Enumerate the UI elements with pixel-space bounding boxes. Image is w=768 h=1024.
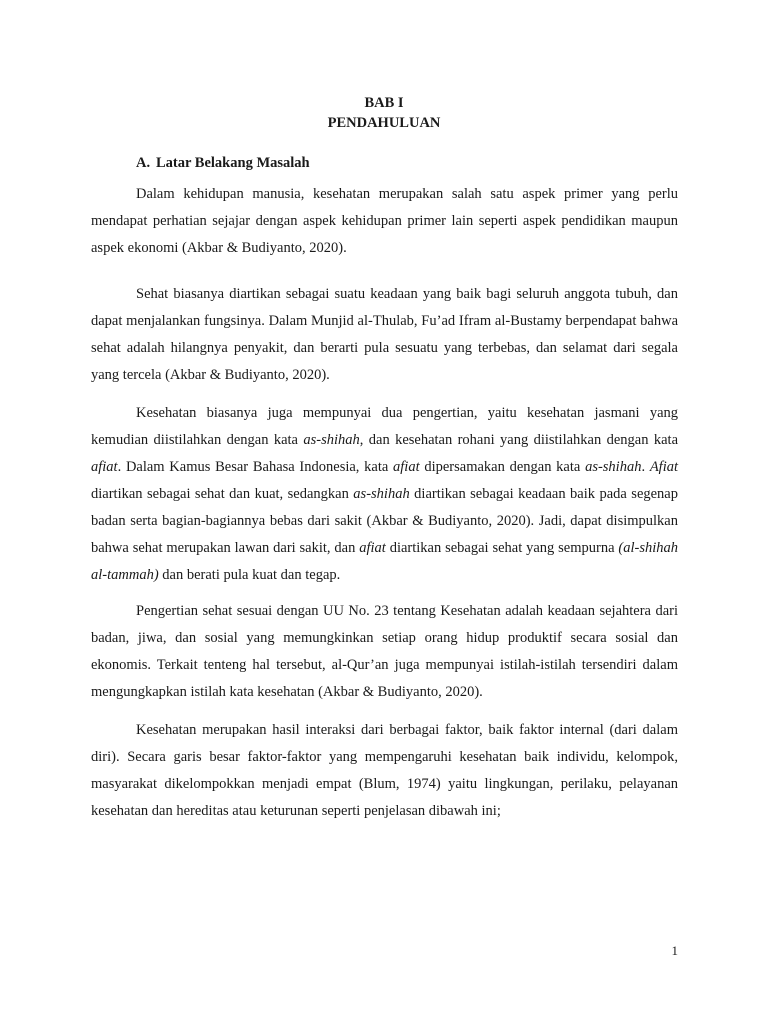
paragraph-2: Sehat biasanya diartikan sebagai suatu keadaan yang baik bagi seluruh anggota tubuh, dan dapat menjalankan fungsinya. Dalam Munjid al-Thulab, Fu’ad Ifram al-Bustamy berpendapat bahwa sehat adalah hilangnya penyakit, dan berarti pula sesuatu yang terbebas, dan selamat dari segala yang tercela (Akbar & Budiyanto, 2020). <box>91 286 678 383</box>
section-heading <box>136 155 310 172</box>
italic-term: afiat <box>91 459 118 475</box>
chapter-heading: BAB I <box>364 95 404 111</box>
chapter-title: PENDAHULUAN <box>327 115 441 131</box>
section-letter: A. <box>136 155 151 171</box>
text-span: . Dalam Kamus Besar Bahasa Indonesia, kata <box>117 459 394 475</box>
italic-term: afiat <box>359 540 386 556</box>
text-span: , dan kesehatan rohani yang diistilahkan dengan kata <box>359 432 679 448</box>
text-span: dan berati pula kuat dan tegap. <box>158 567 341 583</box>
text-span: diartikan sebagai sehat dan kuat, sedangkan <box>91 486 354 502</box>
paragraph-4: Pengertian sehat sesuai dengan UU No. 23 tentang Kesehatan adalah keadaan sejahtera dari badan, jiwa, dan sosial yang memungkinkan setiap orang hidup produktif secara sosial dan ekonomis. Terkait tenteng hal tersebut, al-Qur’an juga mempunyai istilah-istilah tersendiri dalam mengungkapkan istilah kata kesehatan (Akbar & Budiyanto, 2020). <box>91 603 678 700</box>
text-span: diartikan sebagai keadaan baik pada segenap badan serta bagian-bagiannya bebas dari sakit (Akbar & Budiyanto, 2020). Jadi, dapat disimpulkan bahwa sehat merupakan lawan dari sakit, dan <box>91 486 678 556</box>
italic-term: as-shihah <box>585 459 642 475</box>
italic-term: afiat <box>393 459 420 475</box>
section-title: Latar Belakang Masalah <box>156 155 310 171</box>
paragraph-5: Kesehatan merupakan hasil interaksi dari berbagai faktor, baik faktor internal (dari dalam diri). Secara garis besar faktor-faktor yang mempengaruhi kesehatan baik individu, kelompok, masyarakat dikelompokkan menjadi empat (Blum, 1974) yaitu lingkungan, perilaku, pelayanan kesehatan dan hereditas atau keturunan seperti penjelasan dibawah ini; <box>91 722 678 819</box>
text-span: dipersamakan dengan kata <box>419 459 586 475</box>
italic-term: as-shihah <box>353 486 410 502</box>
page-number: 1 <box>671 943 678 958</box>
text-span: diartikan sebagai sehat yang sempurna <box>385 540 619 556</box>
text-span: Kesehatan biasanya juga mempunyai dua pengertian, yaitu kesehatan jasmani yang kemudian diistilahkan dengan kata <box>91 405 678 448</box>
italic-term: (al-shihah al-tammah) <box>91 540 678 583</box>
paragraph-3 <box>91 400 678 589</box>
italic-term: as-shihah <box>303 432 360 448</box>
paragraph-1: Dalam kehidupan manusia, kesehatan merupakan salah satu aspek primer yang perlu mendapat perhatian sejajar dengan aspek kehidupan primer lain seperti aspek pendidikan maupun aspek ekonomi (Akbar & Budiyanto, 2020). <box>91 186 678 256</box>
text-span: . <box>641 459 650 475</box>
italic-term: Afiat <box>649 459 679 475</box>
